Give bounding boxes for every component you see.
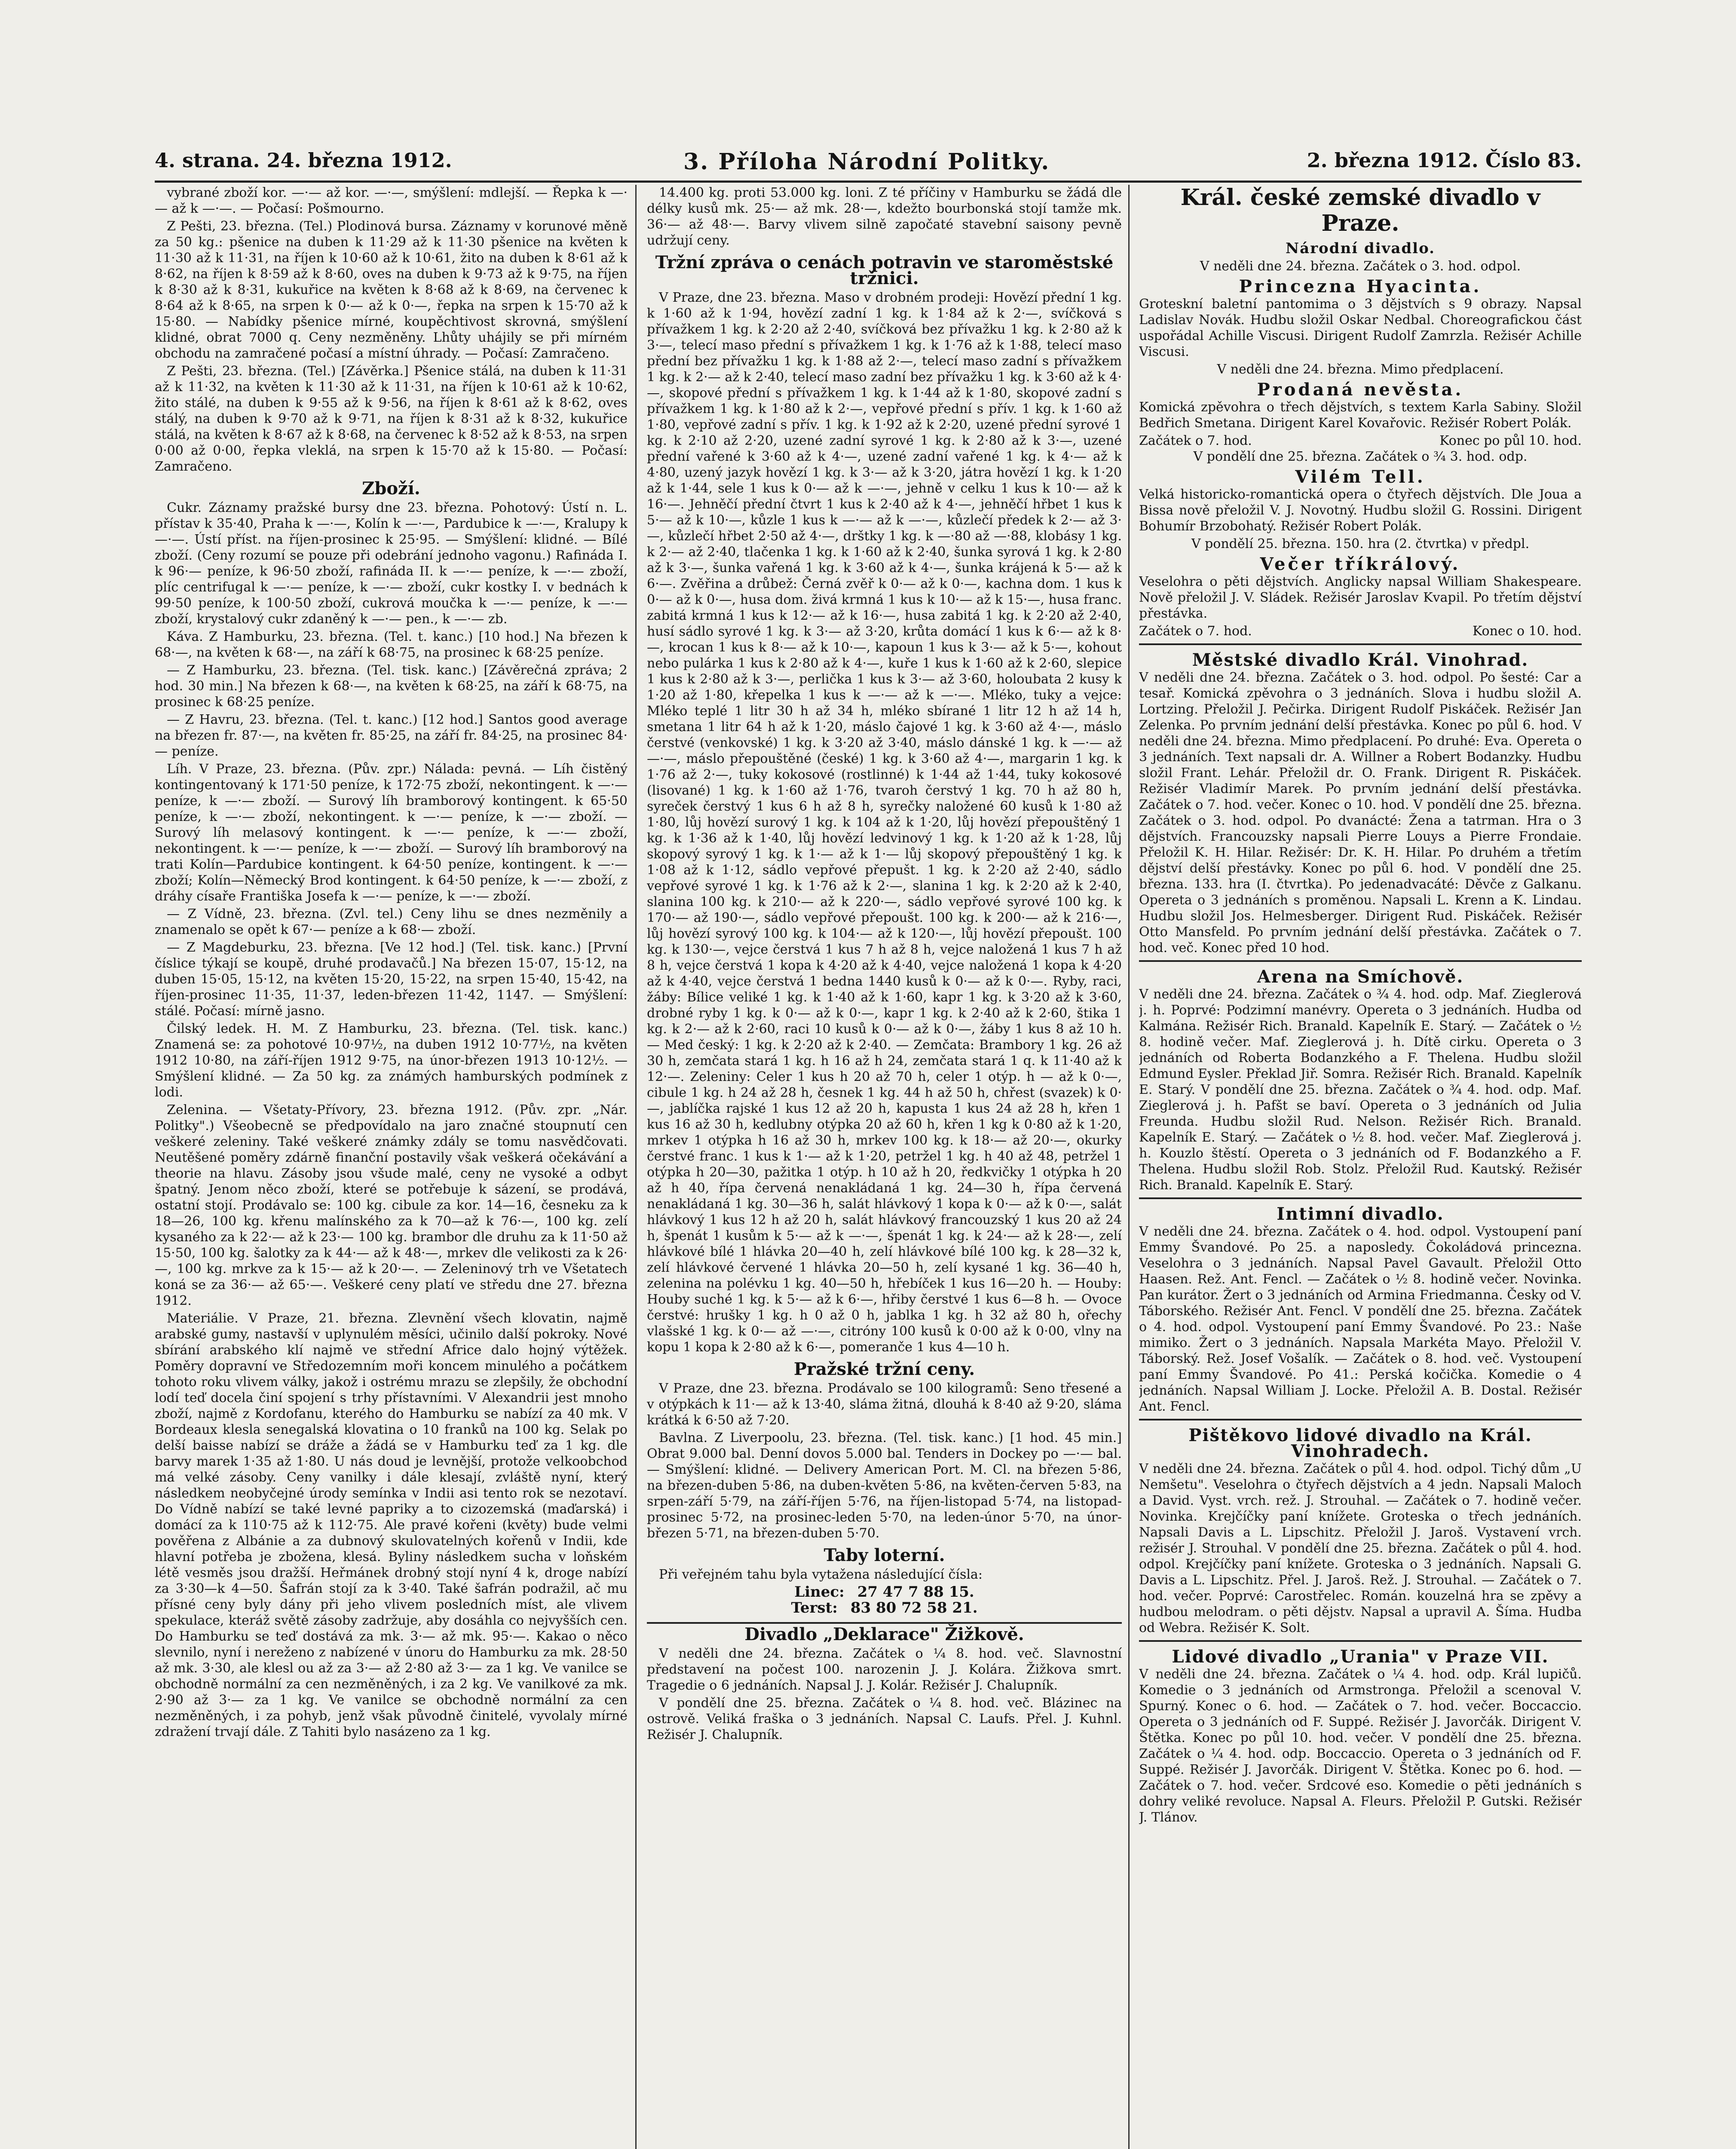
column-3 — [1139, 185, 1582, 2149]
market-report: Čilský ledek. H. M. Z Hamburku, 23. března. (Tel. tisk. kanc.) Znamená se: za pohotové 10·97½, na duben 1912 10·77½, na květen 1912 10·80, na září-říjen 1912 9·75, na únor-březen 1913 10·12½. — Smýšlení klidné. — Za 50 kg. za známých hamburských podmínek z lodi. — [155, 1021, 628, 1100]
market-report: Materiálie. V Praze, 21. března. Zlevnění všech klovatin, najmě arabské gumy, nastavší v uplynulém měsíci, učinilo další pokroky. Nové sbírání arabského klí najmě ve střední Africe dalo hojný výtěžek. Poměry dopravní ve Středozemním moři koncem minulého a počátkem tohoto roku vlivem války, jakož i ostrému mrazu se zlepšily, že obchodní lodí teď docela činí spojení s trhy přístavními. V Alexandrii jest mnoho zboží, najmě z Kordofanu, kterého do Hamburku se nabízí za 40 mk. V Bordeaux klesla senegalská klovatina o 10 franků na 100 kg. Selak po delší baisse nabízí se dráže a žádá se v Hamburku teď za 1 kg. dle barvy marek 1·35 až 1·80. U nás doud je levnější, protože velkoobchod má velké zásoby. Ceny vanilky i dále klesají, zvláště nyní, který následkem neobyčejné úrody semínka v Indii asi tento rok se nezotaví. Do Vídně nabízí se také levné papriky a to cizozemská (maďarská) i domácí za k 110·75 až k 112·75. Ale pravé kořeni (květy) bude velmi pověřena z Albánie a za dubnový skulovatelných kořenů v Indii, kde hlavní potřeba je zbožena, klesá. Byliny následkem sucha v loňském létě vesměs jsou dražší. Heřmánek drobný stojí nyní 4 k, droge nabízí za 3·30—k 4—50. Šafrán stojí za k 3·40. Také šafrán podražil, ač mu přísné ceny byly dány při jeho vlivem posledních míst, ale vlivem spekulace, kteráž světě zásoby zadržuje, aby dosáhla co nejvyšších cen. Do Hamburku se teď dostává za mk. 3·— až mk. 95·—. Kakao o něco slevnilo, nyní i nereženo z nabízené v únoru do Hamburku za mk. 28·50 až mk. 3·30, ale klesl ou až za 3·— až 2·80 až 3·— za 1 kg. Ve vanilce se obchodně normální za cen nezměněných, i za 2 kg. Ve vanilkové za mk. 2·90 až 3·— za 1 kg. Ve vanilce se obchodně normální za cen nezměněných, i za pohyb, jenž však původně činitelé, vyvolaly mírné zdražení trvají dále. Z Tahiti bylo nasázeno za 1 kg. — [155, 1311, 628, 1739]
end-time: Konec po půl 10. hod. — [1439, 433, 1582, 448]
market-report: vybrané zboží kor. —·— až kor. —·—, smýšlení: mdlejší. — Řepka k —·— až k —·—. — Počasí: Pošmourno. — [155, 185, 628, 216]
section-heading-divadlo-zizkov: Divadlo „Deklarace" Žižkově. — [647, 1622, 1122, 1642]
market-report: Z Pešti, 23. března. (Tel.) Plodinová bursa. Záznamy v korunové měně za 50 kg.: pšenice na duben k 11·29 až k 11·30 pšenice na květen k 11·30 až k 11·31, na říjen k 10·60 až k 10·61, žito na duben k 8·61 až k 8·62, na říjen k 8·59 až k 8·60, oves na duben k 9·73 až k 9·75, na říjen k 8·30 až k 8·31, kukuřice na květen k 8·68 až k 8·69, na červenec k 8·64 až k 8·65, na srpen k 0·— až k 0·—, řepka na srpen k 15·70 až k 15·80. — Nabídky pšenice mírné, koupěchtivost skrovná, smýšlení klidné, obrat 7000 q. Ceny nezměněny. Lhůty uhájily se při mírném obchodu na zamračené počasí a místní úhrady. — Počasí: Zamračeno. — [155, 219, 628, 361]
play-description: Velká historicko-romantická opera o čtyřech dějstvích. Dle Joua a Bissa nově přeložil V. J. Novotný. Hudbu složil G. Rossini. Dirigent Bohumír Brzobohatý. Režisér Robert Polák. — [1139, 487, 1582, 534]
theatre-block-urania — [1139, 1640, 1582, 1825]
performance-date: V pondělí 25. března. 150. hra (2. čtvrtka) v předpl. — [1191, 536, 1530, 551]
theatre-listing: V neděli dne 24. března. Začátek o půl 4. hod. odpol. Tichý dům „U Nemšetu". Veselohra o čtyřech dějstvích a 4 jedn. Napsali Maloch a David. Vyst. vrch. rež. J. Strouhal. — Začátek o 7. hodině večer. Novinka. Krejčíčky paní knížete. Groteska o třech jednáních. Napsali Davis a L. Lipschitz. Přeložil J. Jaroš. Vystavení vrch. režisér J. Strouhal. V pondělí dne 25. března. Začátek o půl 4. hod. odpol. Krejčíčky paní knížete. Groteska o 3 jednáních. Napsali G. Davis a L. Lipschitz. Přel. J. Jaroš. Rež. J. Strouhal. — Začátek o 7. hod. večer. Poprvé: Carostřelec. Román. kouzelná hra se zpěvy a hudbou melodram. o pěti dějstv. Napsal a upravil A. Šíma. Hudba od Webra. Režisér K. Solt. — [1139, 1461, 1582, 1635]
theatre-listing: V neděli dne 24. března. Začátek o ¼ 8. hod. več. Slavnostní představení na počest 100. narozenin J. J. Kolára. Žižkova smrt. Tragedie o 6 jednáních. Napsal J. J. Kolár. Režisér J. Chalupník. — [647, 1646, 1122, 1693]
section-heading-prazske: Pražské tržní ceny. — [793, 1359, 975, 1379]
performance-date: V neděli dne 24. března. Mimo předplacení. — [1217, 362, 1504, 377]
play-description: Komická zpěvohra o třech dějstvích, s textem Karla Sabiny. Složil Bedřich Smetana. Dirigent Karel Kovařovic. Režisér Robert Polák. — [1139, 400, 1582, 431]
page-header — [155, 146, 1582, 183]
lottery-numbers: 27 47 7 88 15. — [857, 1583, 974, 1601]
section-heading-trzni: Tržní zpráva o cenách potravin ve staroměstské tržnici. — [655, 252, 1114, 288]
header-right: 2. března 1912. Číslo 83. — [1307, 149, 1582, 172]
play-description: Veselohra o pěti dějstvích. Anglicky napsal William Shakespeare. Nově přeložil J. V. Sládek. Režisér Jaroslav Kvapil. Po třetím dějství přestávka. — [1139, 574, 1582, 621]
header-center: 3. Příloha Národní Politky. — [683, 149, 1050, 175]
market-report: — Z Hamburku, 23. března. (Tel. tisk. kanc.) [Závěrečná zpráva; 2 hod. 30 min.] Na březen k 68·—, na květen k 68·25, na září k 68·75, na prosinec k 68·25 peníze. — [155, 663, 628, 710]
theatre-title: Arena na Smíchově. — [1257, 967, 1464, 987]
performance-date: V neděli dne 24. března. Začátek o 3. hod. odpol. — [1200, 259, 1521, 274]
theatre-title: Pištěkovo lidové divadlo na Král. Vinohradech. — [1188, 1425, 1532, 1461]
play-title: Princezna Hyacinta. — [1239, 276, 1482, 297]
play-title: Prodaná nevěsta. — [1257, 380, 1464, 400]
market-report: Bavlna. Z Liverpoolu, 23. března. (Tel. tisk. kanc.) [1 hod. 45 min.] Obrat 9.000 bal. Denní dovos 5.000 bal. Tenders in Dockey po —·— bal. — Smýšlení: klidné. — Delivery American Port. M. Cl. na březen 5·86, na březen-duben 5·86, na duben-květen 5·86, na květen-červen 5·83, na srpen-září 5·79, na září-říjen 5·76, na říjen-listopad 5·74, na listopad-prosinec 5·72, na prosinec-leden 5·70, na leden-únor 5·70, na únor-březen 5·71, na březen-duben 5·70. — [647, 1430, 1122, 1541]
market-report: Cukr. Záznamy pražské bursy dne 23. března. Pohotový: Ústí n. L. přístav k 35·40, Praha k —·—, Kolín k —·—, Pardubice k —·—, Kralupy k —·—. Ústí příst. na říjen-prosinec k 25·95. — Smýšlení: klidné. — Bílé zboží. (Ceny rozumí se pouze při odebrání jednoho vagonu.) Rafináda I. k 96·— peníze, k 96·50 zboží, rafináda II. k —·— peníze, k —·— zboží, plíc centrifugal k —·— peníze, k —·— zboží, cukr kostky I. v bednách k 99·50 peníze, k 100·50 zboží, cukrová moučka k —·— peníze, k —·— zboží, krystalový cukr zdaněný k —·— pen., k —·— zb. — [155, 500, 628, 627]
end-time: Konec o 10. hod. — [1472, 624, 1582, 639]
play-times — [1139, 623, 1582, 639]
section-heading-zbozi: Zboží. — [362, 478, 420, 499]
market-report: 14.400 kg. proti 53.000 kg. loni. Z té příčiny v Hamburku se žádá dle délky kusů mk. 25·— až mk. 28·—, kdežto bourbonská stojí tamže mk. 36·— až 48·—. Barvy vlivem silně započaté stavební saisony pevně udržují ceny. — [647, 185, 1122, 248]
theatre-block-mestske — [1139, 643, 1582, 956]
theatre-title: Městské divadlo Král. Vinohrad. — [1192, 650, 1529, 670]
play-description: Groteskní baletní pantomima o 3 dějstvích s 9 obrazy. Napsal Ladislav Novák. Hudbu složil Oskar Nedbal. Choreografickou část uspořádal Achille Viscusi. Dirigent Rudolf Zamrzla. Režisér Achille Viscusi. — [1139, 297, 1582, 359]
market-report: — Z Havru, 23. března. (Tel. t. kanc.) [12 hod.] Santos good average na březen fr. 87·—, na květen fr. 85·25, na září fr. 84·25, na prosinec 84·— peníze. — [155, 712, 628, 759]
theatre-block-arena — [1139, 960, 1582, 1193]
lottery-intro: Při veřejném tahu byla vytažena následující čísla: — [659, 1567, 983, 1582]
play-title: Vilém Tell. — [1295, 467, 1426, 487]
market-report: Z Pešti, 23. března. (Tel.) [Závěrka.] Pšenice stálá, na duben k 11·31 až k 11·32, na květen k 11·30 až k 11·31, na říjen k 10·61 až k 10·62, žito stálé, na duben k 9·55 až k 9·56, na říjen k 8·61 až k 8·62, oves stálý, na duben k 9·70 až k 9·71, na říjen k 8·31 až k 8·32, kukuřice stálá, na květen k 8·67 až k 8·68, na červenec k 8·52 až k 8·53, na srpen 0·00 až 0·00, řepka vleklá, na srpen k 15·70 až k 15·80. — Počasí: Zamračeno. — [155, 364, 628, 474]
section-heading-lottery: Taby loterní. — [824, 1545, 945, 1565]
start-time: Začátek o 7. hod. — [1139, 433, 1252, 448]
theatre-listing: V neděli dne 24. března. Začátek o 3. hod. odpol. Po šesté: Car a tesař. Komická zpěvohra o 3 jednáních. Slova i hudbu složil A. Lortzing. Přeložil J. Pečirka. Dirigent Rudolf Piskáček. Režisér Jan Zelenka. Po prvním jednání delší přestávka. Konec po půl 6. hod. V neděli dne 24. března. Mimo předplacení. Po druhé: Eva. Opereta o 3 jednáních. Text napsali dr. A. Willner a Robert Bodanzky. Hudbu složil Frant. Lehár. Přeložil dr. O. Frank. Dirigent R. Piskáček. Režisér Vladimír Marek. Po prvním jednání delší přestávka. Začátek o 7. hod. večer. Konec o 10. hod. V pondělí dne 25. března. Začátek o 3. hod. odpol. Po dvanácté: Žena a tatrman. Hra o 3 dějstvích. Francouzsky napsali Pierre Louys a Pierre Frondaie. Přeložil K. H. Hilar. Režisér: Dr. K. H. Hilar. Po druhém a třetím dějství delší přestávky. Konec po půl 6. hod. V pondělí dne 25. března. 133. hra (I. čtvrtka). Po jedenadvacáté: Děvče z Galkanu. Opereta o 3 jednáních s proměnou. Napsali L. Krenn a K. Lindau. Hudbu složil Jos. Helmesberger. Dirigent Rud. Piskáček. Režisér Otto Mansfeld. Po prvním jednání delší přestávka. Začátek o 7. hod. več. Konec před 10 hod. — [1139, 670, 1582, 955]
play-times — [1139, 433, 1582, 449]
play-title: Večer tříkrálový. — [1260, 554, 1461, 574]
column-divider — [635, 185, 637, 2149]
theatre-listing: V neděli dne 24. března. Začátek o ¾ 4. hod. odp. Maf. Zieglerová j. h. Poprvé: Podzimní manévry. Opereta o 3 jednáních. Hudba od Kalmána. Režisér Rich. Branald. Kapelník E. Starý. — Začátek o ½ 8. hodině večer. Maf. Zieglerová j. h. Dítě cirku. Opereta o 3 jednáních od Roberta Bodanzkého a F. Thelena. Hudbu složil Edmund Eysler. Překlad Jiř. Somra. Režisér Rich. Branald. Kapelník E. Starý. V pondělí dne 25. března. Začátek o ¾ 4. hod. odp. Maf. Zieglerová j. h. Pafšt se baví. Opereta o 3 jednáních od Julia Freunda. Hudbu složil Rud. Nelson. Režisér Rich. Branald. Kapelník E. Starý. — Začátek o ½ 8. hod. večer. Maf. Zieglerová j. h. Kouzlo štěstí. Opereta o 3 jednáních od F. Bodanzkého a F. Thelena. Hudbu složil Rob. Stolz. Přeložil Rud. Kautský. Režisér Rich. Branald. Kapelník E. Starý. — [1139, 987, 1582, 1193]
performance-date: V pondělí dne 25. března. Začátek o ¾ 3. hod. odp. — [1193, 449, 1528, 464]
lottery-city: Linec: — [794, 1583, 845, 1601]
header-left: 4. strana. 24. března 1912. — [155, 149, 452, 172]
theatre-listing: V neděli dne 24. března. Začátek o 4. hod. odpol. Vystoupení paní Emmy Švandové. Po 25. a naposledy. Čokoládová princezna. Veselohra o 3 jednáních. Napsal Pavel Gavault. Přeložil Otto Haasen. Rež. Ant. Fencl. — Začátek o ½ 8. hodině večer. Novinka. Pan kurátor. Žert o 3 jednáních od Armina Friedmanna. Česky od V. Táborského. Režisér Ant. Fencl. V pondělí dne 25. března. Začátek o 4. hod. odpol. Vystoupení paní Emmy Švandové. Po 23.: Naše mimiko. Žert o 3 jednáních. Napsala Markéta Mayo. Přeložil V. Táborský. Rež. Josef Vošalík. — Začátek o 8. hod. več. Vystoupení paní Emmy Švandové. Po 41.: Perská kočička. Komedie o 4 jednáních. Napsal William J. Locke. Přeložil A. B. Dostal. Režisér Ant. Fencl. — [1139, 1224, 1582, 1414]
market-report: — Z Vídně, 23. března. (Zvl. tel.) Ceny lihu se dnes nezměnily a znamenalo se opět k 67·— peníze a k 68·— zboží. — [155, 906, 628, 937]
market-report: Káva. Z Hamburku, 23. března. (Tel. t. kanc.) [10 hod.] Na březen k 68·—, na květen k 68·—, na září k 68·75, na prosinec k 68·25 peníze. — [155, 629, 628, 660]
start-time: Začátek o 7. hod. — [1139, 624, 1252, 639]
market-report: Zelenina. — Všetaty-Přívory, 23. března 1912. (Pův. zpr. „Nár. Politky".) Všeobecně se předpovídalo na jaro značné stoupnutí cen veškeré zeleniny. Také veškeré známky zdály se tomu nasvědčovati. Neutěšené poměry zdárně finanční postavily však veškerá očekávání a theorie na hlavu. Zásoby jsou všude malé, ceny ne vysoké a odbyt špatný. Jenom něco zboží, které se potřebuje k sázení, se prodává, ostatní stojí. Prodávalo se: 100 kg. cibule za kor. 14—16, česneku za k 18—26, 100 kg. křenu malínského za k 70—až k 76·—, 100 kg. zelí kysaného za k 22·— až k 23·— 100 kg. brambor dle druhu za k 11·50 až 15·50, 100 kg. šalotky za k 44·— až k 48·—, mrkev dle velikosti za k 26·—, 100 kg. mrkve za k 15·— až k 20·—. — Zeleninový trh ve Všetatech koná se za 36·— až 65·—. Veškeré ceny platí ve středu dne 27. března 1912. — [155, 1102, 628, 1308]
lottery-row-terst — [647, 1600, 1122, 1616]
theatre-subtitle: Národní divadlo. — [1285, 240, 1436, 257]
theatre-listing: V neděli dne 24. března. Začátek o ¼ 4. hod. odp. Král lupičů. Komedie o 3 jednáních od Armstronga. Přeložil a scenoval V. Spurný. Konec o 6. hod. — Začátek o 7. hod. večer. Boccaccio. Opereta o 3 jednáních od F. Suppé. Režisér J. Javorčák. Dirigent V. Štětka. Konec po půl 10. hod. večer. V pondělí dne 25. března. Začátek o ¼ 4. hod. odp. Boccaccio. Opereta o 3 jednáních od F. Suppé. Režisér J. Javorčák. Dirigent V. Štětka. Konec po 6. hod. — Začátek o 7. hod. večer. Srdcové eso. Komedie o pěti jednáních s dohry veliké revoluce. Napsal A. Fleurs. Přeložil P. Gutski. Režisér J. Tlánov. — [1139, 1667, 1582, 1825]
column-2 — [647, 185, 1122, 2149]
market-report: V Praze, dne 23. března. Prodávalo se 100 kilogramů: Seno třesené a v otýpkách k 11·— až k 13·40, sláma žitná, dlouhá k 8·40 až 9·20, sláma krátká k 6·50 až 7·20. — [647, 1381, 1122, 1428]
theatre-block-pistekovo — [1139, 1419, 1582, 1636]
theatre-title: Intimní divadlo. — [1277, 1204, 1444, 1224]
lottery-city: Terst: — [791, 1599, 838, 1616]
theatre-main-title: Král. české zemské divadlo v Praze. — [1180, 185, 1540, 236]
column-1 — [155, 185, 628, 2149]
theatre-listing: V pondělí dne 25. března. Začátek o ¼ 8. hod. več. Blázinec na ostrově. Veliká fraška o 3 jednáních. Napsal C. Laufs. Přel. J. Kuhnl. Režisér J. Chalupník. — [647, 1696, 1122, 1742]
column-divider — [1128, 185, 1130, 2149]
lottery-row-linec — [647, 1584, 1122, 1600]
theatre-block-intimni — [1139, 1197, 1582, 1414]
market-report: V Praze, dne 23. března. Maso v drobném prodeji: Hovězí přední 1 kg. k 1·60 až k 1·94, hovězí zadní 1 kg. k 1·84 až k 2·—, svíčková s přívažkem 1 kg. k 2·20 až 2·40, svíčková bez přívažku 1 kg. k 2·80 až k 3·—, telecí maso přední s přívažkem 1 kg. k 1·76 až k 1·88, telecí maso přední bez přívažku 1 kg. k 1·88 až 2·—, telecí maso zadní s přívažkem 1 kg. k 2·— až k 2·40, telecí maso zadní bez přívažku 1 kg. k 3·60 až k 4·—, skopové přední s přívažkem 1 kg. k 1·44 až k 1·80, skopové zadní s přívažkem 1 kg. k 1·80 až k 2·—, vepřové přední s přív. 1 kg. k 1·60 až 1·80, vepřové zadní s přív. 1 kg. k 1·92 až k 2·20, uzené přední syrové 1 kg. k 2·10 až 2·20, uzené zadní syrové 1 kg. k 2·80 až k 3·—, uzené přední vařené k 3·60 až k 4·—, uzené zadní vařené 1 kg. k 4·— až k 4·80, uzený jazyk hovězí 1 kg. k 3·— až k 3·20, játra hovězí 1 kg. k 1·20 až k 1·44, sele 1 kus k 0·— až k —·—, jehně v celku 1 kus k 10·— až k 16·—. Jehněčí přední čtvrt 1 kus k 2·40 až k 4·—, jehněčí hřbet 1 kus k 5·— až k 10·—, kůzle 1 kus k —·— až k —·—, kůzlečí předek k 2·— až 3·—, kůzlečí hřbet 2·50 až 4·—, drštky 1 kg. k —·80 až —·88, klobásy 1 kg. k 2·— až 2·40, tlačenka 1 kg. k 1·60 až k 2·40, šunka syrová 1 kg. k 2·80 až k 3·—, šunka vařená 1 kg. k 3·60 až k 4·—, šunka krájená k 5·— až k 6·—. Zvěřina a drůbež: Černá zvěř k 0·— až k 0·—, kachna dom. 1 kus k 0·— až k 0·—, husa dom. živá krmná 1 kus k 10·— až k 15·—, husa franc. zabitá krmná 1 kus k 12·— až k 16·—, husa zabitá 1 kg. k 2·20 až 2·40, husí sádlo syrové 1 kg. k 3·— až 3·20, krůta domácí 1 kus k 6·— až k 8·—, krocan 1 kus k 8·— až k 10·—, kapoun 1 kus k 3·— až k 5·—, kohout nebo pulárka 1 kus k 2·80 až k 4·—, kuře 1 kus k 1·60 až k 2·60, slepice 1 kus k 2·80 až k 3·—, perlička 1 kus k 3·— až 3·60, holoubata 2 kusy k 1·20 až 1·80, křepelka 1 kus k —·— až k —·—. Mléko, tuky a vejce: Mléko teplé 1 litr 30 h až 34 h, mléko sbírané 1 litr 12 h až 14 h, smetana 1 litr 64 h až k 1·20, máslo čajové 1 kg. k 3·60 až 4·—, máslo čerstvé (venkovské) 1 kg. k 3·20 až 3·40, máslo dánské 1 kg. k —·— až —·—, máslo přepouštěné (české) 1 kg. k 3·60 až 4·—, margarin 1 kg. k 1·76 až 2·—, tuky kokosové (rostlinné) k 1·44 až 1·44, tuky kokosové (lisované) 1 kg. k 1·60 až 1·76, tvaroh čerstvý 1 kg. 70 h až 80 h, syreček čerstvý 1 kus 6 h až 8 h, syrečky naložené 60 kusů k 1·80 až 1·80, lůj hovězí surový 1 kg. k 104 až k 1·20, lůj hovězí přepouštěný 1 kg. k 1·36 až k 1·40, lůj hovězí ledvinový 1 kg. k 1·20 až k 1·28, lůj skopový syrový 1 kg. k 1·— až k 1·— lůj skopový přepouštěný 1 kg. k 1·08 až k 1·12, sádlo vepřové přepušt. 1 kg. k 2·20 až 2·40, sádlo vepřové syrové 1 kg. k 1·76 až k 2·—, slanina 1 kg. k 2·20 až k 2·40, slanina 100 kg. k 210·— až k 220·—, sádlo vepřové syrové 100 kg. k 170·— až 190·—, sádlo vepřové přepoušt. 100 kg. k 200·— až k 216·—, lůj hovězí syrový 100 kg. k 104·— až k 120·—, lůj hovězí přepoušt. 100 kg. k 130·—, vejce čerstvá 1 kus 7 h až 8 h, vejce naložená 1 kus 7 h až 8 h, vejce čerstvá 1 kopa k 4·20 až k 4·40, vejce naložená 1 kopa k 4·20 až k 4·40, vejce čerstvá 1 bedna 1440 kusů k 0·— až k 0·—. Ryby, raci, žáby: Bílice veliké 1 kg. k 1·40 až k 1·60, kapr 1 kg. k 3·20 až k 3·60, drobné ryby 1 kg. k 0·— až k 0·—, kapr 1 kg. k 2·40 až k 2·60, štika 1 kg. k 2·— až k 2·60, raci 10 kusů k 0·— až k 0·—, žáby 1 kus 8 až 10 h. — Med český: 1 kg. k 2·20 až k 2·40. — Zemčata: Brambory 1 kg. 26 až 30 h, zemčata stará 1 kg. h 16 až h 24, zemčata stará 1 q. k 11·40 až k 12·—. Zeleniny: Celer 1 kus h 20 až 70 h, celer 1 otýp. h — až k 0·—, cibule 1 kg. h 24 až 28 h, česnek 1 kg. 44 h až 50 h, chřest (svazek) k 0·—, jablíčka rajské 1 kus 12 až 20 h, kapusta 1 kus 24 až 28 h, křen 1 kus 16 až 30 h, kedlubny otýpka 20 až 60 h, křen 1 kg k 0·80 až k 1·20, mrkev 1 otýpka h 16 až 30 h, mrkev 100 kg. k 18·— až 20·—, okurky čerstvé franc. 1 kus k 1·— až k 1·20, petržel 1 kg. h 40 až 48, petržel 1 otýpka h 20—30, pažitka 1 otýp. h 10 až h 20, ředkvičky 1 otýpka h 20 až h 40, řípa červená nenakládaná 1 kg. 24—30 h, řípa červená nenakládaná 1 kg. 30—36 h, salát hlávkový 1 kopa k 0·— až k 0·—, salát hlávkový 1 kus 12 h až 20 h, salát hlávkový francouzský 1 kus 20 až 24 h, špenát 1 kusům k 5·— až k —·—, špenát 1 kg. k 24·— až k 28·—, zelí hlávkové bílé 1 hlávka 20—40 h, zelí hlávkové bílé 100 kg. k 28—32 k, zelí hlávkové červené 1 hlávka 20—50 h, zelí kysané 1 kg. 36—40 h, zelenina na polévku 1 kg. 40—50 h, hřebíček 1 kus 16—20 h. — Houby: Houby suché 1 kg. k 5·— až k 6·—, hřiby čerstvé 1 kus 6—8 h. — Ovoce čerstvé: hrušky 1 kg. h 0 až 0 h, jablka 1 kg. h 32 až 80 h, ořechy vlašské 1 kg. k 0·— až —·—, citróny 100 kusů k 0·00 až k 0·00, vlny na kopu 1 kopa k 2·80 až k 6·—, pomeranče 1 kus 4—10 h. — [647, 290, 1122, 1355]
market-report: Líh. V Praze, 23. března. (Pův. zpr.) Nálada: pevná. — Líh čistěný kontingentovaný k 171·50 peníze, k 172·75 zboží, nekontingent. k —·— peníze, k —·— zboží. — Surový líh bramborový kontingent. k 65·50 peníze, k —·— zboží, nekontingent. k —·— peníze, k —·— zboží. — Surový líh melasový kontingent. k —·— peníze, k —·— zboží, nekontingent. k —·— peníze, k —·— zboží. — Surový líh bramborový na trati Kolín—Pardubice kontingent. k 64·50 peníze, kontingent. k —·— zboží; Kolín—Německý Brod kontingent. k 64·50 peníze, k —·— zboží, z dráhy císaře Františka Josefa k —·— peníze, k —·— zboží. — [155, 762, 628, 904]
lottery-numbers: 83 80 72 58 21. — [850, 1599, 978, 1616]
market-report: — Z Magdeburku, 23. března. [Ve 12 hod.] (Tel. tisk. kanc.) [První číslice týkají se koupě, druhé prodavačů.] Na březen 15·07, 15·12, na duben 15·05, 15·12, na květen 15·20, 15·22, na srpen 15·40, 15·42, na říjen-prosinec 11·35, 11·37, leden-březen 11·42, 1147. — Smýšlení: stálé. Počasí: mírně jasno. — [155, 940, 628, 1019]
theatre-title: Lidové divadlo „Urania" v Praze VII. — [1172, 1647, 1549, 1667]
